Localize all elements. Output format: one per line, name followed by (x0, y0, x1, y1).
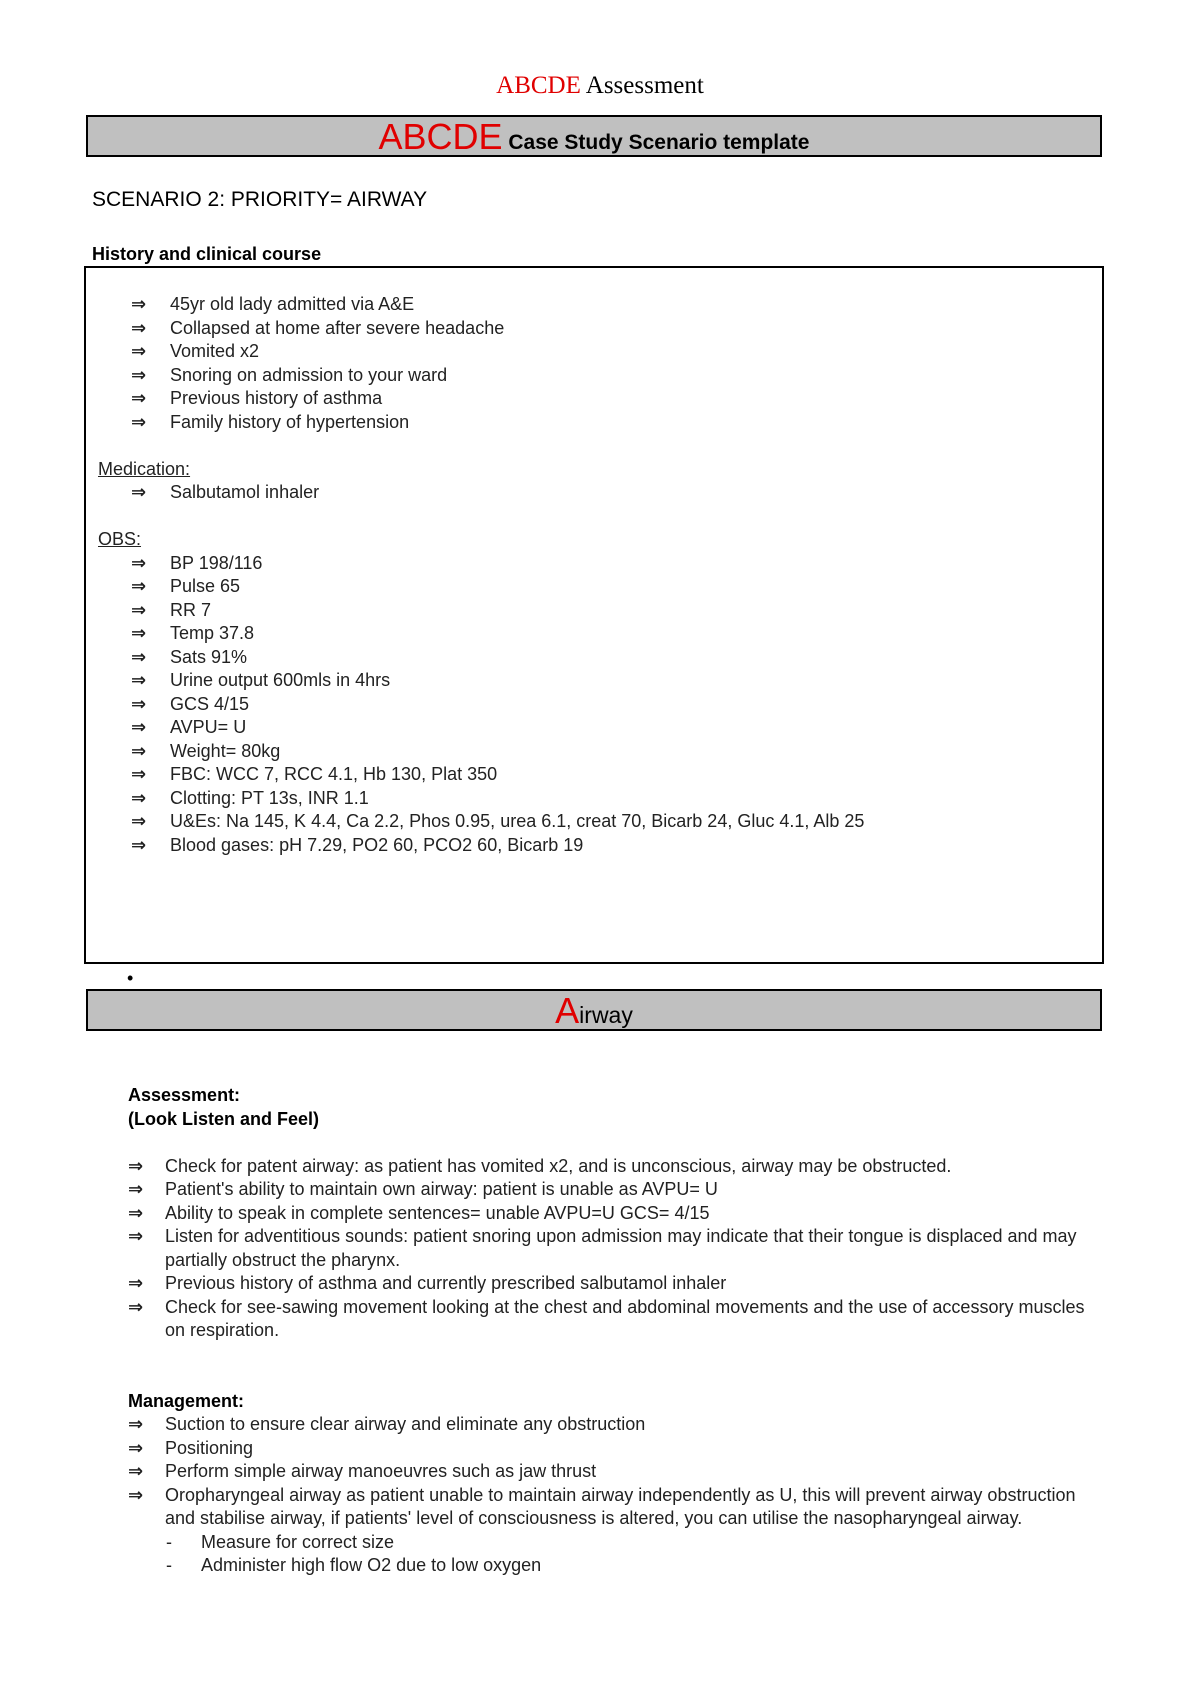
medication-list (86, 481, 1102, 505)
management-title: Management: (128, 1391, 245, 1411)
list-item: ⇒ Temp 37.8 (86, 622, 1102, 646)
title-abcde: ABCDE (378, 116, 503, 157)
list-item: ⇒ GCS 4/15 (86, 693, 1102, 717)
list-item: ⇒ 45yr old lady admitted via A&E (86, 293, 1102, 317)
obs-label: OBS: (98, 529, 142, 549)
history-content (86, 293, 1102, 857)
arrow-icon: ⇒ (131, 599, 147, 620)
arrow-icon: ⇒ (128, 1273, 144, 1293)
list-item: ⇒ Check for see-sawing movement looking at the chest and abdominal movements and the use of accessory muscles on respiration. (128, 1296, 1085, 1340)
arrow-icon: ⇒ (128, 1226, 144, 1246)
list-item: - Measure for correct size (128, 1531, 1088, 1555)
arrow-icon: ⇒ (131, 764, 147, 784)
list-item: ⇒ Previous history of asthma (86, 387, 1102, 411)
management-list (128, 1413, 1088, 1531)
arrow-icon: ⇒ (131, 693, 147, 714)
list-item: ⇒ Perform simple airway manoeuvres such as jaw thrust (128, 1460, 1088, 1484)
management-section (128, 1389, 1088, 1578)
list-item: ⇒ AVPU= U (86, 716, 1102, 740)
arrow-icon: ⇒ (128, 1437, 144, 1458)
list-item: ⇒ BP 198/116 (86, 552, 1102, 576)
list-item: ⇒ Ability to speak in complete sentences= unable AVPU=U GCS= 4/15 (128, 1202, 1088, 1226)
dash-icon: - (166, 1531, 172, 1552)
arrow-icon: ⇒ (131, 552, 147, 573)
airway-title-box (86, 989, 1102, 1031)
airway-rest: irway (579, 1002, 633, 1028)
arrow-icon: ⇒ (131, 411, 147, 432)
obs-list (86, 552, 1102, 858)
arrow-icon: ⇒ (131, 717, 147, 737)
arrow-icon: ⇒ (128, 1461, 144, 1481)
history-list (86, 293, 1102, 434)
arrow-icon: ⇒ (128, 1414, 144, 1434)
list-item: ⇒ RR 7 (86, 599, 1102, 623)
arrow-icon: ⇒ (131, 388, 147, 408)
title-template-text: Case Study Scenario template (502, 131, 810, 154)
list-item: ⇒ Previous history of asthma and currently prescribed salbutamol inhaler (128, 1272, 1088, 1296)
document-header (0, 72, 1200, 100)
arrow-icon: ⇒ (131, 811, 147, 831)
arrow-icon: ⇒ (128, 1179, 144, 1199)
airway-initial: A (555, 990, 580, 1031)
arrow-icon: ⇒ (131, 670, 147, 690)
list-item: ⇒ Pulse 65 (86, 575, 1102, 599)
arrow-icon: ⇒ (128, 1155, 144, 1176)
arrow-icon: ⇒ (131, 623, 147, 643)
assessment-list (128, 1155, 1088, 1343)
list-item: ⇒ Snoring on admission to your ward (86, 364, 1102, 388)
list-item: ⇒ U&Es: Na 145, K 4.4, Ca 2.2, Phos 0.95, urea 6.1, creat 70, Bicarb 24, Gluc 4.1, Alb 25 (86, 810, 1102, 834)
header-abcde: ABCDE (496, 72, 581, 99)
list-item: ⇒ Weight= 80kg (86, 740, 1102, 764)
list-item: ⇒ Blood gases: pH 7.29, PO2 60, PCO2 60, Bicarb 19 (86, 834, 1102, 858)
header-assessment: Assessment (580, 72, 704, 99)
arrow-icon: ⇒ (131, 646, 147, 667)
history-box (84, 266, 1104, 964)
arrow-icon: ⇒ (128, 1296, 144, 1317)
list-item: ⇒ Sats 91% (86, 646, 1102, 670)
arrow-icon: ⇒ (131, 834, 147, 855)
list-item: ⇒ FBC: WCC 7, RCC 4.1, Hb 130, Plat 350 (86, 763, 1102, 787)
arrow-icon: ⇒ (131, 576, 147, 596)
arrow-icon: ⇒ (131, 317, 147, 338)
medication-label: Medication: (98, 458, 191, 479)
history-label: History and clinical course (92, 244, 322, 264)
list-item: ⇒ Family history of hypertension (86, 411, 1102, 435)
list-item: ⇒ Oropharyngeal airway as patient unable to maintain airway independently as U, this will prevent airway obstruction and stabilise airway, if patients' level of consciousness is altered, you can utilise the nasopharyngeal airway. (128, 1484, 1076, 1528)
arrow-icon: ⇒ (128, 1484, 144, 1505)
list-item: ⇒ Positioning (128, 1437, 1088, 1461)
arrow-icon: ⇒ (131, 787, 147, 808)
arrow-icon: ⇒ (128, 1202, 144, 1223)
list-item: ⇒ Listen for adventitious sounds: patient snoring upon admission may indicate that their tongue is displaced and may partially obstruct the pharynx. (128, 1226, 1077, 1270)
assessment-section (128, 1083, 1088, 1343)
list-item: - Administer high flow O2 due to low oxygen (128, 1554, 1088, 1578)
assessment-subtitle: (Look Listen and Feel) (128, 1109, 320, 1129)
list-item: ⇒ Vomited x2 (86, 340, 1102, 364)
list-item: ⇒ Patient's ability to maintain own airway: patient is unable as AVPU= U (128, 1178, 1088, 1202)
arrow-icon: ⇒ (131, 482, 147, 502)
case-study-title-box (86, 115, 1102, 157)
list-item: ⇒ Clotting: PT 13s, INR 1.1 (86, 787, 1102, 811)
list-item: ⇒ Check for patent airway: as patient has vomited x2, and is unconscious, airway may be obstructed. (128, 1155, 1088, 1179)
list-item: ⇒ Salbutamol inhaler (86, 481, 1102, 505)
dash-icon: - (166, 1555, 172, 1575)
list-item: ⇒ Suction to ensure clear airway and eliminate any obstruction (128, 1413, 1088, 1437)
bullet-icon: • (127, 968, 134, 988)
list-item: ⇒ Collapsed at home after severe headache (86, 317, 1102, 341)
arrow-icon: ⇒ (131, 341, 147, 361)
arrow-icon: ⇒ (131, 294, 147, 314)
arrow-icon: ⇒ (131, 364, 147, 385)
arrow-icon: ⇒ (131, 740, 147, 761)
list-item: ⇒ Urine output 600mls in 4hrs (86, 669, 1102, 693)
scenario-heading: SCENARIO 2: PRIORITY= AIRWAY (92, 188, 428, 211)
assessment-title: Assessment: (128, 1085, 241, 1105)
management-sub-list (128, 1531, 1088, 1578)
